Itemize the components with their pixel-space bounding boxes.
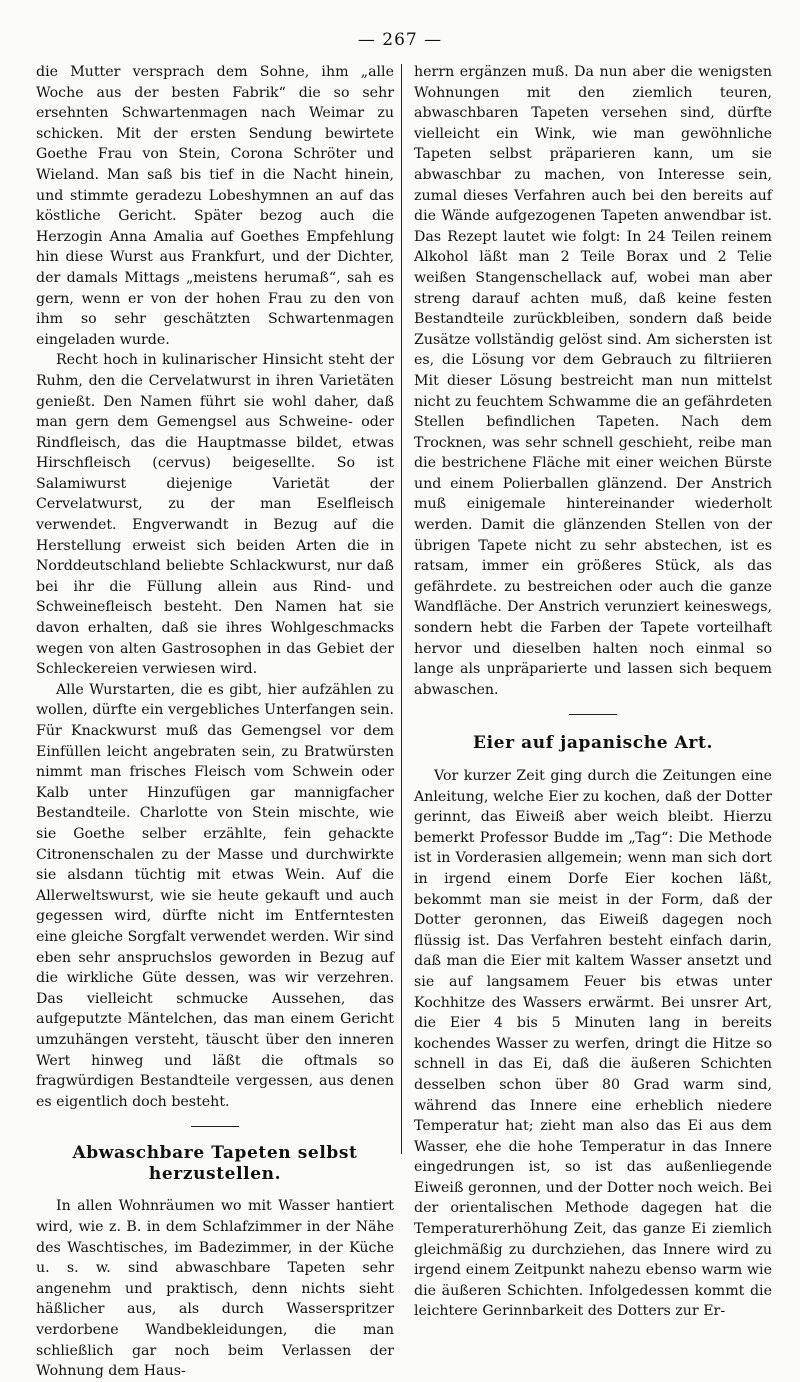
column-divider (401, 64, 402, 1154)
paragraph: die Mutter versprach dem Sohne, ihm „alle Woche aus der besten Fabrik“ die so sehr ersehnten Schwartenmagen nach Weimar zu schicken. Mit der ersten Sendung bewirtete Goethe Frau von Stein, Corona Schröter und Wieland. Man saß bis tief in die Nacht hinein, und stimmte geradezu Lobeshymnen an auf das köstliche Gericht. Später bezog auch die Herzogin Anna Amalia auf Goethes Empfehlung hin diese Wurst aus Frankfurt, und der Dichter, der damals Mittags „meistens herumaß“, sah es gern, wenn er von der hohen Frau zu den von ihm so sehr geschätzten Schwartenmagen eingeladen wurde. (36, 64, 394, 348)
paragraph: Vor kurzer Zeit ging durch die Zeitungen eine Anleitung, welche Eier zu kochen, daß der Dotter gerinnt, das Eiweiß aber weich bleibt. Hierzu bemerkt Professor Budde im „Tag“: Die Methode ist in Vorderasien allgemein; wenn man sich dort in irgend einem Dorfe Eier kochen läßt, bekommt man sie meist in der Form, daß der Dotter geronnen, das Eiweiß dagegen noch flüssig ist. Das Verfahren besteht einfach darin, daß man die Eier mit kaltem Wasser ansetzt und sie auf langsamem Feuer bis etwas unter Kochhitze des Wassers erwärmt. Bei unsrer Art, die Eier 4 bis 5 Minuten lang in bereits kochendes Wasser zu werfen, dringt die Hitze so schnell in das Ei, daß die äußeren Schichten desselben schon über 80 Grad warm sind, während das Innere eine erheblich niedere Temperatur hat; zieht man also das Ei aus dem Wasser, ehe die hohe Temperatur in das Innere eingedrungen ist, so ist das außenliegende Eiweiß geronnen, und der Dotter noch weich. Bei der orientalischen Methode dagegen hat die Temperaturerhöhung Zeit, das ganze Ei ziemlich gleichmäßig zu durchziehen, das Innere wird zu irgend einem Zeitpunkt nahezu ebenso warm wie die äußeren Schichten. Infolgedessen kommt die leichtere Gerinnbarkeit des Dotters zur Er- (414, 768, 772, 1320)
section-divider (191, 1126, 239, 1127)
paragraph: Recht hoch in kulinarischer Hinsicht steht der Ruhm, den die Cervelatwurst in ihren Varietäten genießt. Den Namen führt sie wohl daher, daß man gern dem Gemengsel aus Schweine- oder Rindfleisch, das die Hauptmasse bildet, etwas Hirschfleisch (cervus) beigesellte. So ist Salamiwurst diejenige Varietät der Cervelatwurst, zu der man Eselfleisch verwendet. Engverwandt in Bezug auf die Herstellung erweist sich beiden Arten die in Norddeutschland beliebte Schlackwurst, nur daß bei ihr die Füllung allein aus Rind- und Schweinefleisch besteht. Den Namen hat sie davon erhalten, daß sie ihres Wohlgeschmacks wegen von alten Gastrosophen in das Gebiet der Schleckereien verwiesen wird. (36, 352, 394, 678)
article-heading: Eier auf japanische Art. (473, 733, 713, 754)
page-number: — 267 — (357, 30, 443, 50)
paragraph: herrn ergänzen muß. Da nun aber die wenigsten Wohnungen mit den ziemlich teuren, abwaschbaren Tapeten versehen sind, dürfte vielleicht ein Wink, wie man gewöhnliche Tapeten selbst präparieren kann, um sie abwaschbar zu machen, von Interesse sein, zumal dieses Verfahren auch bei den bereits auf die Wände aufgezogenen Tapeten anwendbar ist. Das Rezept lautet wie folgt: In 24 Teilen reinem Alkohol läßt man 2 Teile Borax und 2 Telie weißen Stangenschellack auf, wobei man aber streng darauf achten muß, daß keine festen Bestandteile zurückbleiben, sondern daß beide Zusätze vollständig gelöst sind. Am sichersten ist es, die Lösung vor dem Gebrauch zu filtriieren Mit dieser Lösung bestreicht man nun mittelst nicht zu feuchtem Schwamme die an gefährdeten Stellen befindlichen Tapeten. Nach dem Trocknen, was sehr schnell geschieht, reibe man die bestrichene Fläche mit einer weichen Bürste und einem Polierballen glänzend. Der Anstrich muß einigemale hintereinander wiederholt werden. Damit die glänzenden Stellen von der übrigen Tapete nicht zu sehr abstechen, ist es ratsam, immer ein größeres Stück, als das gefährdete. zu bestreichen oder auch die ganze Wandfläche. Der Anstrich verunziert keineswegs, sondern hebt die Farben der Tapete vorteilhaft hervor und dieselben halten noch einmal so lange als unpräparierte und lassen sich bequem abwaschen. (414, 64, 772, 698)
article-heading: Abwaschbare Tapeten selbst herzustellen. (72, 1143, 358, 1184)
paragraph: In allen Wohnräumen wo mit Wasser hantiert wird, wie z. B. in dem Schlafzimmer in der Nähe des Waschtisches, im Badezimmer, in der Küche u. s. w. sind abwaschbare Tapeten sehr angenehm und praktisch, denn nichts sieht häßlicher aus, als durch Wasserspritzer verdorbene Wandbekleidungen, die man schließlich gar noch beim Verlassen der Wohnung dem Haus- (36, 1198, 394, 1380)
paragraph: Alle Wurstarten, die es gibt, hier aufzählen zu wollen, dürfte ein vergebliches Unterfangen sein. Für Knackwurst muß das Gemengsel vor dem Einfüllen leicht angebraten sein, zu Bratwürsten nimmt man frisches Fleisch vom Schwein oder Kalb unter Hinzufügen gar mannigfacher Bestandteile. Charlotte von Stein mischte, wie sie Goethe selber erzählte, fein gehackte Citronenschalen zu der Masse und durchwirkte sie alsdann tüchtig mit etwas Wein. Auf die Allerweltswurst, wie sie heute gekauft und auch gegessen wird, dürfte nicht im Entferntesten eine gleiche Sorgfalt verwendet werden. Wir sind eben sehr anspruchslos geworden in Bezug auf die wirkliche Güte dessen, was wir verzehren. Das vielleicht schmucke Aussehen, das aufgeputzte Mäntelchen, das man einem Gericht umzuhängen versteht, täuscht über den inneren Wert hinweg und läßt die oftmals so fragwürdigen Bestandteile vergessen, aus denen es eigentlich doch besteht. (36, 681, 394, 1110)
left-column (36, 62, 394, 1382)
right-column (414, 62, 772, 1322)
section-divider (569, 714, 617, 715)
